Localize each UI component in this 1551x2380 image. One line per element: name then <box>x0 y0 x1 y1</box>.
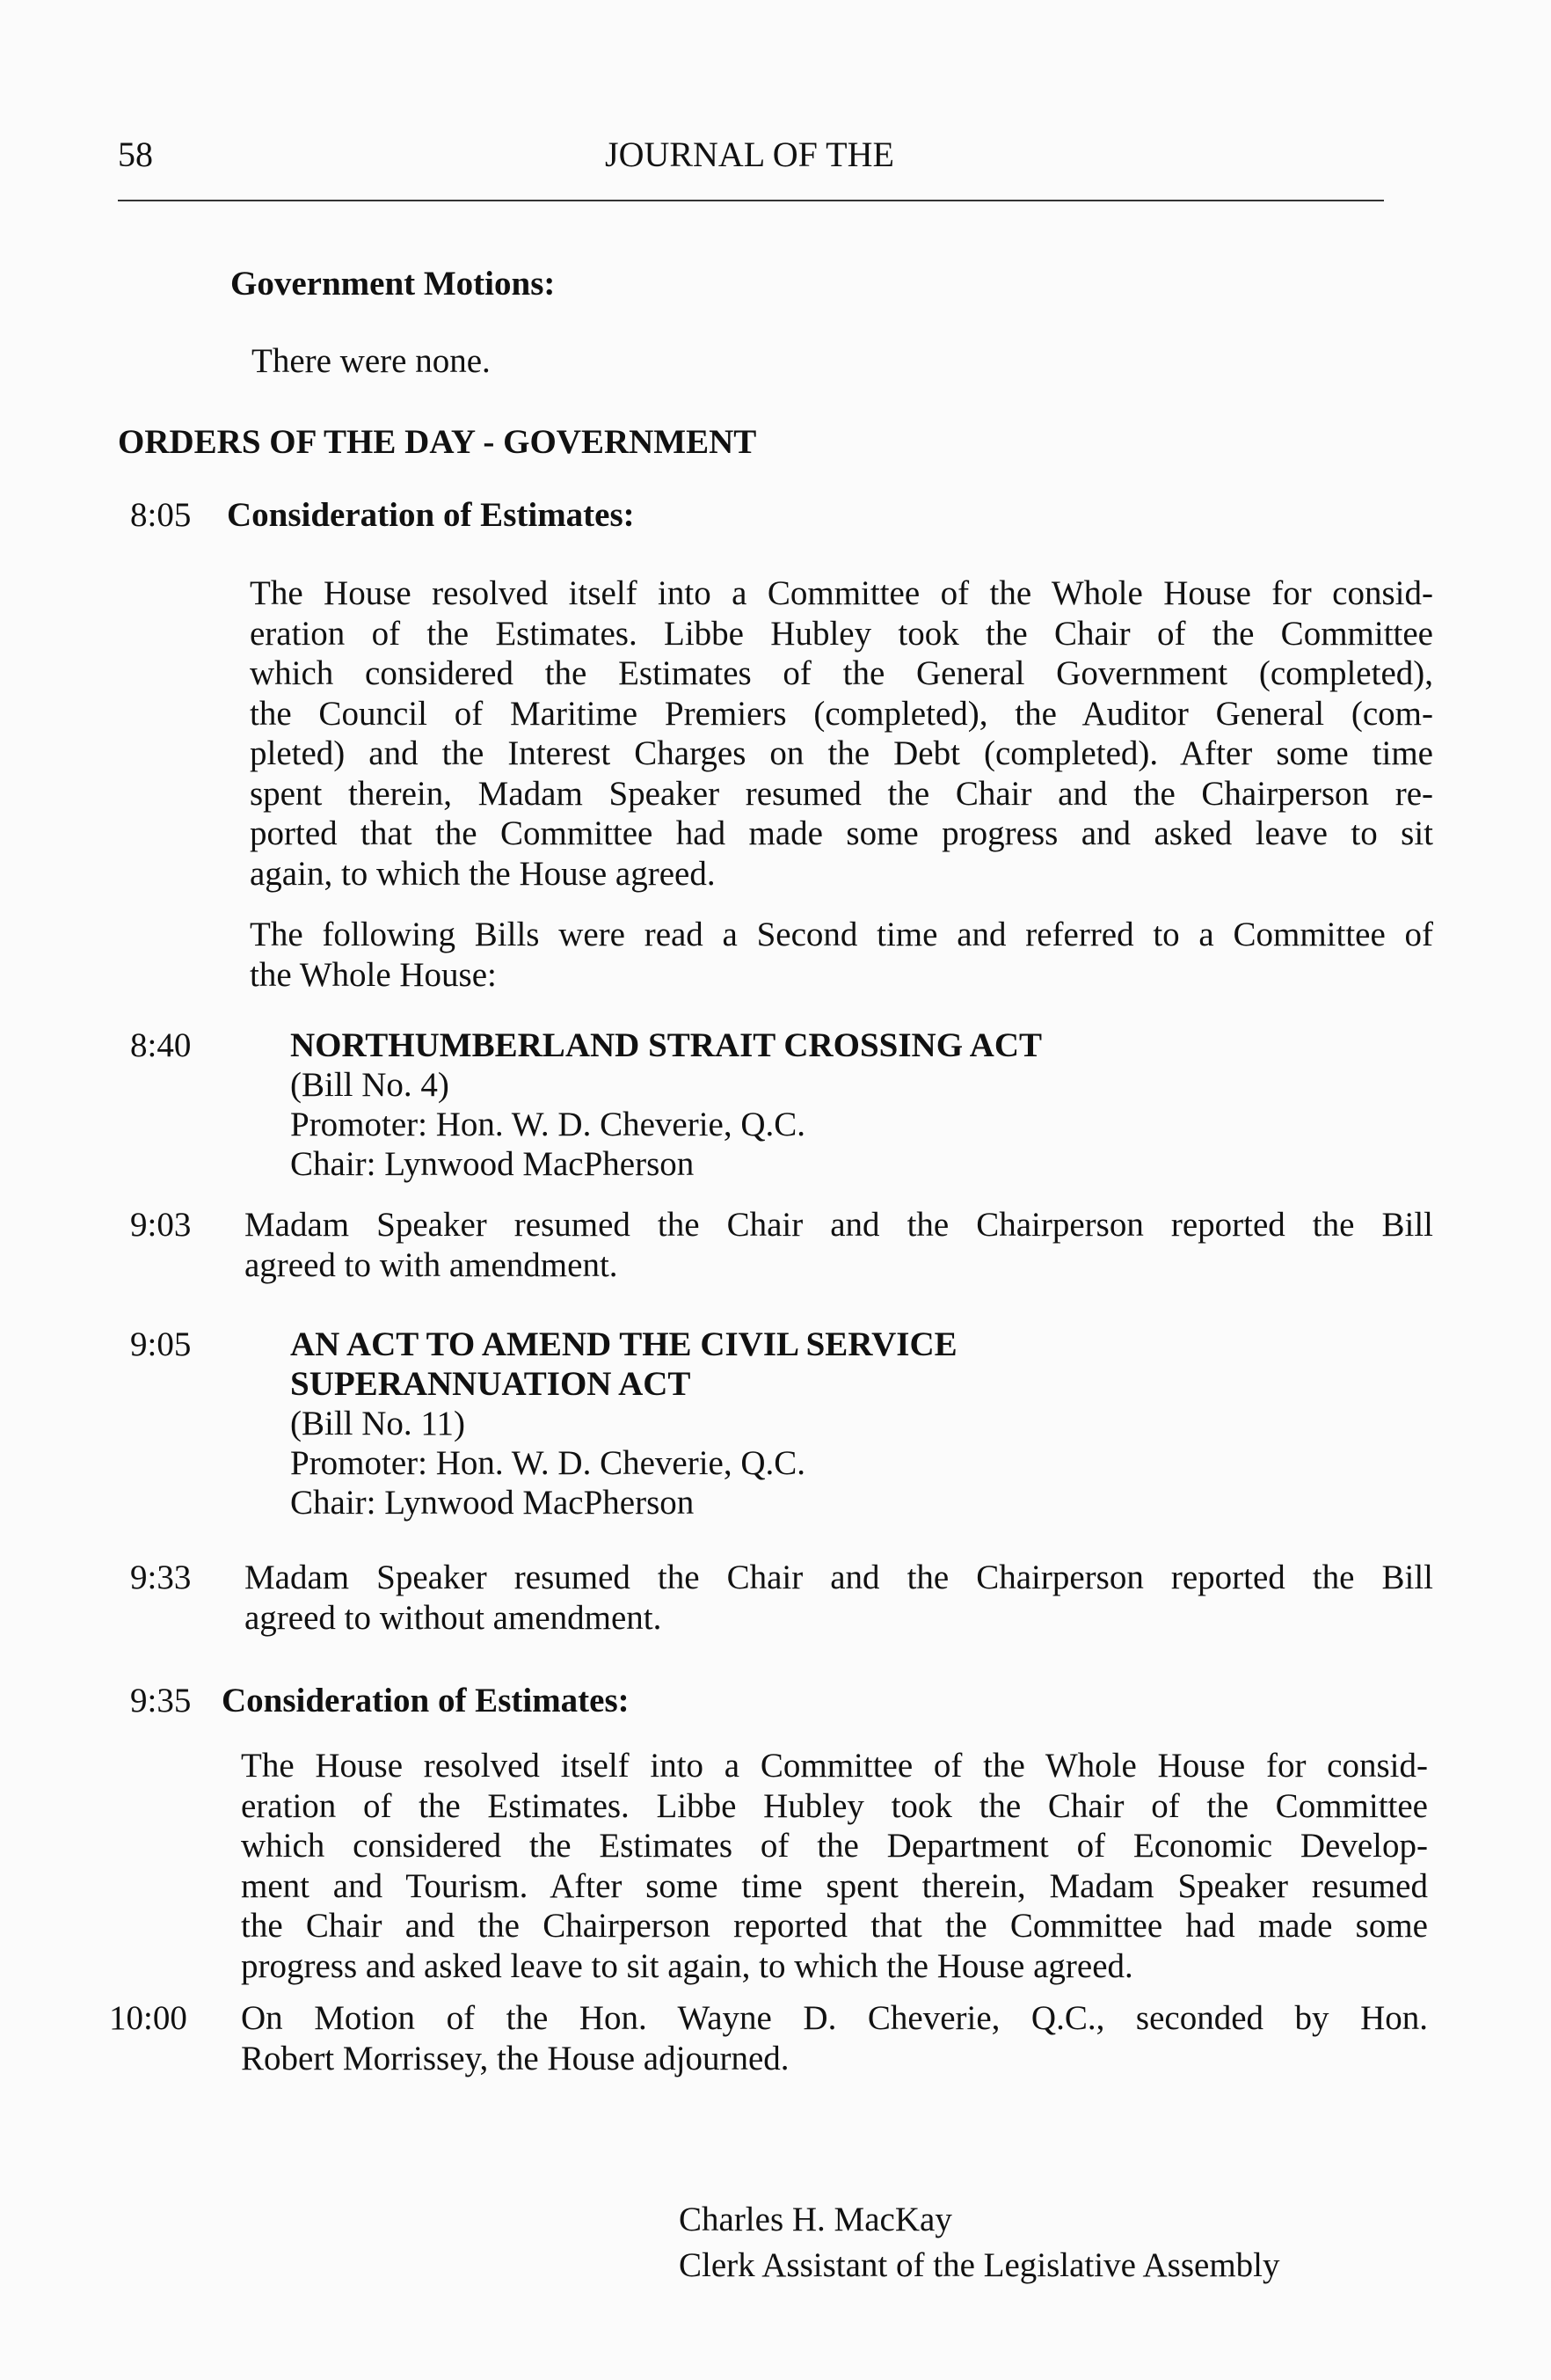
paragraph-line: The House resolved itself into a Committee of the Whole House for consid- <box>250 574 1433 612</box>
committee-paragraph <box>250 573 1433 894</box>
bill-entry <box>290 1026 1042 1184</box>
paragraph-line: ported that the Committee had made some progress and asked leave to sit <box>250 814 1433 852</box>
paragraph-line: progress and asked leave to sit again, to which the House agreed. <box>241 1946 1133 1985</box>
bill-entry <box>290 1325 958 1522</box>
paragraph-line: eration of the Estimates. Libbe Hubley took the Chair of the Committee <box>250 614 1433 653</box>
paragraph-line: agreed to with amendment. <box>244 1245 618 1284</box>
paragraph-line: spent therein, Madam Speaker resumed the Chair and the Chairperson re- <box>250 774 1433 813</box>
bill-chair: Chair: Lynwood MacPherson <box>290 1484 695 1522</box>
bill-title: SUPERANNUATION ACT <box>290 1365 691 1403</box>
committee-paragraph <box>241 1746 1428 1986</box>
government-motions-heading: Government Motions: <box>230 265 556 303</box>
paragraph-line: pleted) and the Interest Charges on the Debt (completed). After some time <box>250 734 1433 772</box>
time-stamp: 9:03 <box>130 1206 192 1244</box>
time-stamp: 8:05 <box>130 496 192 534</box>
bill-title: AN ACT TO AMEND THE CIVIL SERVICE <box>290 1325 958 1363</box>
paragraph-line: On Motion of the Hon. Wayne D. Cheverie, Q.C., seconded by Hon. <box>241 1999 1428 2037</box>
paragraph-line: the Whole House: <box>250 955 497 994</box>
bill-promoter: Promoter: Hon. W. D. Cheverie, Q.C. <box>290 1106 806 1143</box>
orders-of-the-day-heading: ORDERS OF THE DAY - GOVERNMENT <box>118 423 757 461</box>
time-stamp: 8:40 <box>130 1026 192 1064</box>
paragraph-line: eration of the Estimates. Libbe Hubley took the Chair of the Committee <box>241 1786 1428 1825</box>
bill-title: NORTHUMBERLAND STRAIT CROSSING ACT <box>290 1026 1042 1064</box>
paragraph-line: Robert Morrissey, the House adjourned. <box>241 2039 790 2077</box>
page-header-title: JOURNAL OF THE <box>605 135 894 174</box>
header-rule <box>118 200 1384 201</box>
bill-chair: Chair: Lynwood MacPherson <box>290 1145 695 1183</box>
bill-number: (Bill No. 11) <box>290 1405 465 1442</box>
bill-number: (Bill No. 4) <box>290 1066 449 1104</box>
paragraph-line: Madam Speaker resumed the Chair and the Chairperson reported the Bill <box>244 1206 1433 1244</box>
paragraph-line: again, to which the House agreed. <box>250 854 716 893</box>
page-number: 58 <box>118 135 153 174</box>
paragraph-line: agreed to without amendment. <box>244 1598 662 1637</box>
paragraph-line: which considered the Estimates of the General Government (completed), <box>250 654 1433 692</box>
report-paragraph <box>244 1558 1433 1638</box>
signature-block <box>679 2197 1280 2289</box>
paragraph-line: the Chair and the Chairperson reported that the Committee had made some <box>241 1907 1428 1945</box>
bill-promoter: Promoter: Hon. W. D. Cheverie, Q.C. <box>290 1444 806 1482</box>
consideration-of-estimates-heading: Consideration of Estimates: <box>222 1682 630 1719</box>
paragraph-line: ment and Tourism. After some time spent therein, Madam Speaker resumed <box>241 1866 1428 1905</box>
second-reading-paragraph <box>250 915 1433 995</box>
paragraph-line: The following Bills were read a Second time and referred to a Committee of <box>250 916 1433 953</box>
time-stamp: 10:00 <box>109 1999 187 2037</box>
time-stamp: 9:05 <box>130 1325 192 1363</box>
clerk-name: Charles H. MacKay <box>679 2201 952 2238</box>
time-stamp: 9:33 <box>130 1559 192 1596</box>
adjournment-paragraph <box>241 1998 1428 2078</box>
time-stamp: 9:35 <box>130 1682 192 1719</box>
clerk-title: Clerk Assistant of the Legislative Assembly <box>679 2246 1280 2284</box>
paragraph-line: the Council of Maritime Premiers (completed), the Auditor General (com- <box>250 694 1433 733</box>
paragraph-line: Madam Speaker resumed the Chair and the Chairperson reported the Bill <box>244 1559 1433 1596</box>
report-paragraph <box>244 1205 1433 1285</box>
consideration-of-estimates-heading: Consideration of Estimates: <box>227 496 635 534</box>
government-motions-text: There were none. <box>251 342 491 380</box>
paragraph-line: The House resolved itself into a Committee of the Whole House for consid- <box>241 1747 1428 1785</box>
paragraph-line: which considered the Estimates of the Department of Economic Develop- <box>241 1827 1428 1865</box>
